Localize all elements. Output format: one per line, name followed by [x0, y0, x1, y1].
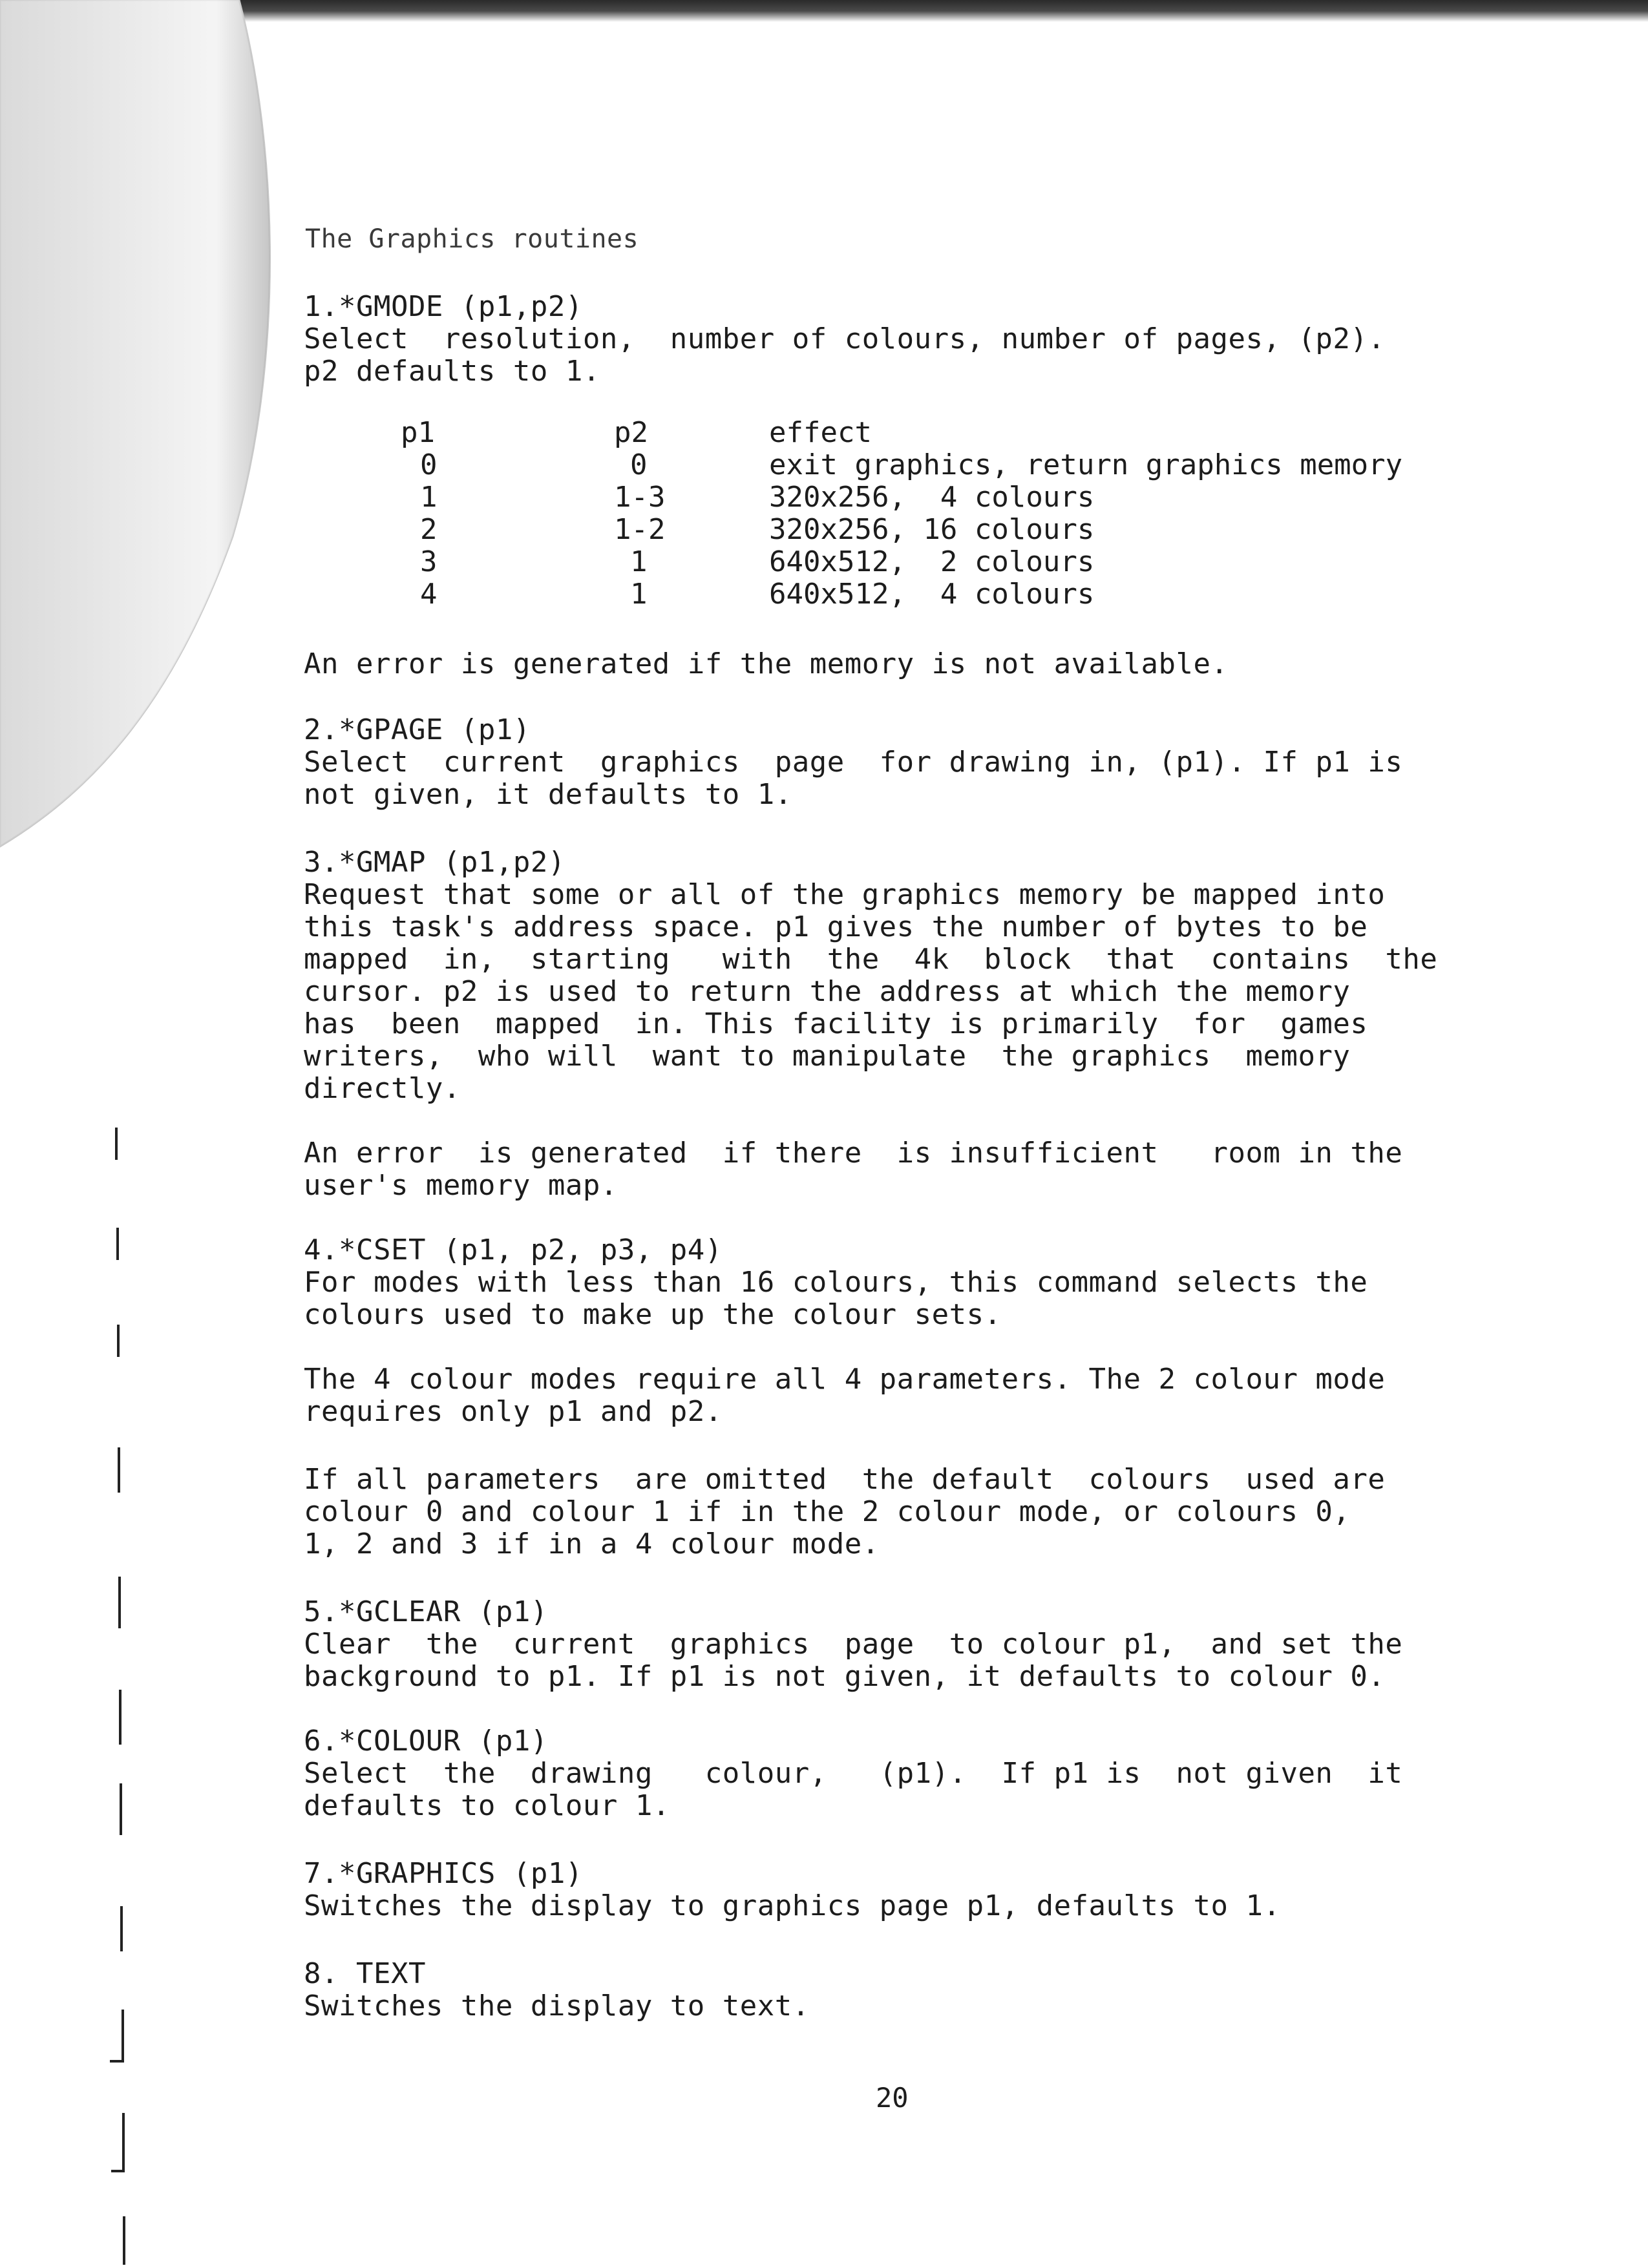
table-cell-p1: 1	[420, 481, 438, 514]
gmap-error-line: An error is generated if there is insufficient room in the	[304, 1137, 1403, 1170]
table-cell-p2: 1	[630, 545, 648, 578]
cset-note-line: requires only p1 and p2.	[304, 1395, 723, 1428]
gmode-error-line: An error is generated if the memory is not available.	[304, 647, 1229, 680]
cset-default-line: colour 0 and colour 1 if in the 2 colour mode, or colours 0,	[304, 1495, 1351, 1528]
table-cell-effect: exit graphics, return graphics memory	[769, 448, 1403, 481]
table-cell-p2: 1-2	[614, 513, 666, 546]
text-heading: 8. TEXT	[304, 1957, 426, 1990]
colour-heading: 6.*COLOUR (p1)	[304, 1725, 548, 1758]
table-cell-effect: 640x512, 2 colours	[769, 545, 1095, 578]
cset-desc-line: For modes with less than 16 colours, this command selects the	[304, 1266, 1368, 1299]
scan-top-edge	[0, 0, 1648, 22]
table-cell-effect: 640x512, 4 colours	[769, 578, 1095, 611]
table-cell-p1: 3	[420, 545, 438, 578]
gmap-heading: 3.*GMAP (p1,p2)	[304, 846, 565, 879]
gpage-desc-line: Select current graphics page for drawing in, (p1). If p1 is	[304, 746, 1403, 779]
gmap-desc-line: mapped in, starting with the 4k block that contains the	[304, 943, 1438, 976]
cset-heading: 4.*CSET (p1, p2, p3, p4)	[304, 1234, 723, 1266]
gmap-desc-line: has been mapped in. This facility is primarily for games	[304, 1007, 1368, 1040]
graphics-desc-line: Switches the display to graphics page p1, defaults to 1.	[304, 1889, 1281, 1922]
gmap-desc-line: writers, who will want to manipulate the graphics memory	[304, 1040, 1351, 1073]
colour-desc-line: Select the drawing colour, (p1). If p1 is not given it	[304, 1757, 1403, 1790]
table-header-p2: p2	[614, 416, 648, 449]
gmap-desc-line: Request that some or all of the graphics memory be mapped into	[304, 878, 1386, 911]
gmap-error-line: user's memory map.	[304, 1169, 618, 1202]
colour-desc-line: defaults to colour 1.	[304, 1789, 670, 1822]
table-cell-p1: 2	[420, 513, 438, 546]
table-cell-p2: 1	[630, 578, 648, 611]
cset-note-line: The 4 colour modes require all 4 parameters. The 2 colour mode	[304, 1363, 1386, 1396]
gpage-heading: 2.*GPAGE (p1)	[304, 713, 531, 746]
table-header-effect: effect	[769, 416, 872, 449]
text-desc-line: Switches the display to text.	[304, 1990, 810, 2022]
gmap-desc-line: directly.	[304, 1072, 461, 1105]
cset-default-line: 1, 2 and 3 if in a 4 colour mode.	[304, 1528, 880, 1560]
page-number: 20	[876, 2082, 909, 2114]
graphics-heading: 7.*GRAPHICS (p1)	[304, 1857, 583, 1890]
table-cell-effect: 320x256, 16 colours	[769, 513, 1095, 546]
table-cell-p2: 0	[630, 448, 648, 481]
cset-default-line: If all parameters are omitted the default colours used are	[304, 1463, 1386, 1496]
gmap-desc-line: cursor. p2 is used to return the address at which the memory	[304, 975, 1351, 1008]
gclear-desc-line: background to p1. If p1 is not given, it defaults to colour 0.	[304, 1660, 1386, 1693]
gclear-heading: 5.*GCLEAR (p1)	[304, 1595, 548, 1628]
table-cell-p2: 1-3	[614, 481, 666, 514]
table-cell-p1: 0	[420, 448, 438, 481]
binding-hole-marks	[0, 0, 194, 2268]
gclear-desc-line: Clear the current graphics page to colour p1, and set the	[304, 1628, 1403, 1661]
table-cell-p1: 4	[420, 578, 438, 611]
page-title: The Graphics routines	[305, 224, 639, 254]
cset-desc-line: colours used to make up the colour sets.	[304, 1298, 1002, 1331]
gmode-desc-line: Select resolution, number of colours, number of pages, (p2).	[304, 322, 1386, 355]
gmap-desc-line: this task's address space. p1 gives the number of bytes to be	[304, 910, 1368, 943]
table-cell-effect: 320x256, 4 colours	[769, 481, 1095, 514]
gpage-desc-line: not given, it defaults to 1.	[304, 778, 792, 811]
table-header-p1: p1	[401, 416, 435, 449]
gmode-desc-line: p2 defaults to 1.	[304, 355, 600, 388]
gmode-heading: 1.*GMODE (p1,p2)	[304, 290, 583, 323]
